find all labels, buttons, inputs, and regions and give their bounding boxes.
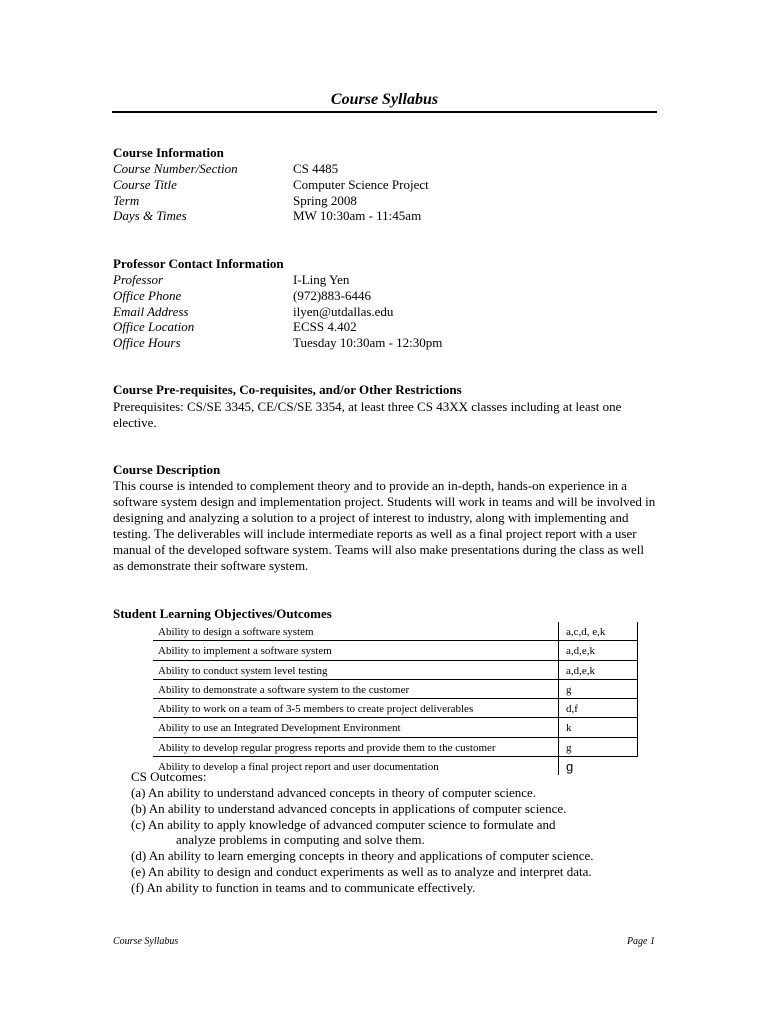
list-item: (a) An ability to understand advanced concepts in theory of computer science. bbox=[131, 785, 537, 800]
cs-outcomes-heading-wrap bbox=[131, 769, 206, 785]
list-item: (c) An ability to apply knowledge of advanced computer science to formulate and bbox=[131, 816, 556, 832]
field-value: Computer Science Project bbox=[293, 176, 429, 192]
table-row bbox=[153, 680, 638, 699]
professor-info-row bbox=[113, 335, 658, 351]
field-label: Course Title bbox=[113, 176, 177, 192]
field-value: CS 4485 bbox=[293, 161, 339, 176]
objectives-table bbox=[153, 622, 638, 775]
course-info-row bbox=[113, 193, 658, 209]
page-title: Course Syllabus bbox=[330, 91, 439, 108]
field-label: Office Location bbox=[113, 319, 195, 335]
field-value: Spring 2008 bbox=[293, 192, 357, 208]
table-row bbox=[153, 718, 638, 737]
footer-doc-title: Course Syllabus bbox=[113, 936, 179, 947]
outcome-codes-cell: k bbox=[558, 718, 638, 736]
objective-cell: Ability to work on a team of 3-5 members to create project deliverables bbox=[158, 703, 474, 716]
outcome-codes-cell: g bbox=[558, 738, 638, 756]
field-label: Office Hours bbox=[113, 335, 181, 351]
professor-info-heading: Professor Contact Information bbox=[113, 256, 284, 271]
outcome-codes-cell: g bbox=[558, 680, 638, 698]
field-value: (972)883-6446 bbox=[293, 287, 371, 303]
field-label: Professor bbox=[113, 272, 164, 287]
course-info-row bbox=[113, 161, 658, 177]
prereq-text: Prerequisites: CS/SE 3345, CE/CS/SE 3354, at least three CS 43XX classes including at least one elective. bbox=[113, 399, 622, 430]
field-value: Tuesday 10:30am - 12:30pm bbox=[293, 335, 443, 351]
outcome-codes-cell: a,c,d, e,k bbox=[558, 622, 638, 640]
objective-cell: Ability to design a software system bbox=[158, 626, 314, 638]
objective-cell: Ability to demonstrate a software system to the customer bbox=[158, 683, 410, 696]
outcome-codes-cell: a,d,e,k bbox=[558, 641, 638, 659]
outcome-codes-cell: d,f bbox=[558, 699, 638, 717]
objective-cell: Ability to develop regular progress reports and provide them to the customer bbox=[158, 741, 496, 754]
table-row bbox=[153, 738, 638, 757]
list-item: (b) An ability to understand advanced concepts in applications of computer science. bbox=[131, 800, 567, 816]
objective-cell: Ability to use an Integrated Development Environment bbox=[158, 722, 401, 735]
cs-outcomes-heading: CS Outcomes: bbox=[131, 769, 207, 784]
objective-cell: Ability to implement a software system bbox=[158, 645, 332, 658]
course-info-row bbox=[113, 208, 658, 224]
outcome-codes-cell: g bbox=[558, 757, 638, 775]
professor-info-table bbox=[113, 272, 658, 351]
field-label: Office Phone bbox=[113, 287, 182, 303]
title-rule bbox=[112, 111, 657, 113]
field-value: I-Ling Yen bbox=[293, 272, 350, 287]
objective-cell: Ability to develop a final project report and user documentation bbox=[158, 761, 439, 774]
table-row bbox=[153, 622, 638, 641]
footer-page-number: Page 1 bbox=[626, 936, 655, 947]
cs-outcomes-list bbox=[131, 785, 671, 896]
professor-info-row bbox=[113, 304, 658, 320]
professor-info-row bbox=[113, 272, 658, 288]
email-value: ilyen@utdallas.edu bbox=[293, 303, 394, 319]
professor-info-row bbox=[113, 288, 658, 304]
objective-cell: Ability to conduct system level testing bbox=[158, 664, 328, 677]
description-heading: Course Description bbox=[113, 462, 221, 477]
list-item: (f) An ability to function in teams and to communicate effectively. bbox=[131, 879, 476, 895]
list-item-continuation: analyze problems in computing and solve them. bbox=[176, 832, 425, 848]
field-label: Term bbox=[113, 192, 140, 208]
objectives-heading: Student Learning Objectives/Outcomes bbox=[113, 606, 332, 621]
list-item: (d) An ability to learn emerging concepts in theory and applications of computer science. bbox=[131, 848, 594, 864]
field-label: Course Number/Section bbox=[113, 161, 238, 176]
field-value: MW 10:30am - 11:45am bbox=[293, 208, 422, 224]
description-text: This course is intended to complement theory and to provide an in-depth, hands-on experience in a software system design and implementation project. Students will work in teams and will be involved in designing and analyzing a solution to a project of interest to industry, along with implementing and testing. The deliverables will include intermediate reports as well as a final project report with a user manual of the developed software system. Teams will also make presentations during the class as well as demonstrate their software system. bbox=[113, 478, 656, 573]
field-label: Email Address bbox=[113, 303, 189, 319]
prereq-heading: Course Pre-requisites, Co-requisites, and/or Other Restrictions bbox=[113, 382, 462, 397]
course-info-table bbox=[113, 161, 658, 224]
field-label: Days & Times bbox=[113, 208, 187, 224]
list-item: (e) An ability to design and conduct experiments as well as to analyze and interpret data. bbox=[131, 863, 592, 879]
professor-info-row bbox=[113, 319, 658, 335]
course-info-heading: Course Information bbox=[113, 145, 224, 160]
field-value: ECSS 4.402 bbox=[293, 319, 357, 335]
outcome-codes-cell: a,d,e,k bbox=[558, 661, 638, 679]
table-row bbox=[153, 699, 638, 718]
table-row bbox=[153, 661, 638, 680]
course-info-row bbox=[113, 177, 658, 193]
table-row bbox=[153, 757, 638, 775]
table-row bbox=[153, 641, 638, 660]
